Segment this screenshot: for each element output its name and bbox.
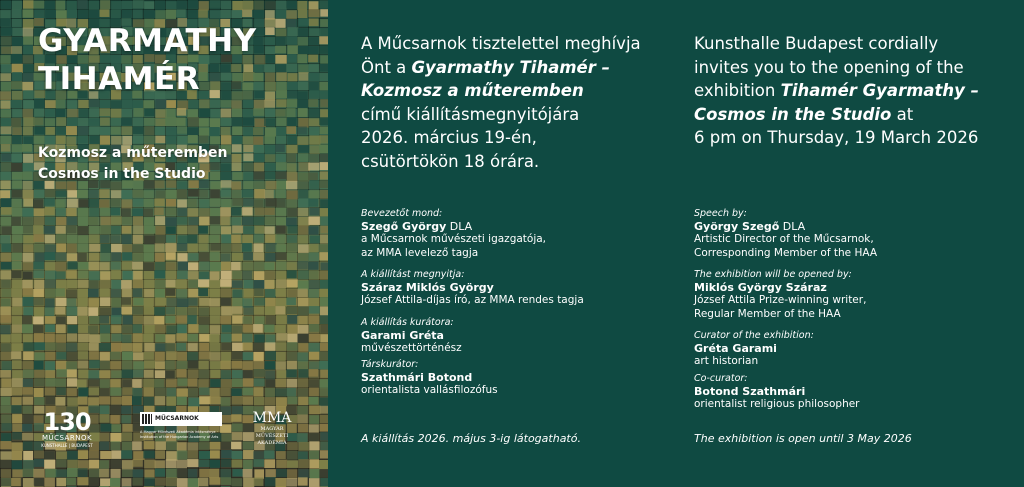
roles-hu	[361, 208, 671, 407]
invitation-hu-date: 2026. március 19-én,	[361, 128, 537, 147]
invitation-en-line-2: invites you to the opening of the	[694, 57, 964, 77]
invitation-hu-title-1: Gyarmathy Tihamér –	[411, 57, 610, 77]
invitation-hu	[361, 32, 671, 173]
mucsarnok-name: MŰCSARNOK	[155, 415, 199, 422]
role-description: az MMA levelező tagja	[361, 246, 479, 259]
invitation-en-line-4: at	[891, 104, 914, 124]
mma-line-2: AKADÉMIA	[257, 440, 287, 446]
subtitle-en: Cosmos in the Studio	[38, 166, 206, 182]
invitation-hu-time: csütörtökön 18 órára.	[361, 151, 540, 171]
anniversary-logo	[36, 410, 98, 449]
role-label: The exhibition will be opened by:	[694, 269, 852, 280]
role-en-curator	[694, 330, 1014, 369]
closing-hu: A kiállítás 2026. május 3-ig látogatható.	[361, 432, 581, 445]
role-description: orientalist religious philosopher	[694, 397, 860, 410]
role-label: A kiállítást megnyitja:	[361, 269, 465, 280]
logo-strip	[0, 402, 328, 462]
role-en-cocurator	[694, 373, 1014, 412]
mma-line-1: MAGYAR MŰVÉSZETI	[255, 426, 289, 439]
role-label: Bevezetőt mond:	[361, 208, 443, 219]
mma-mark: MMA	[252, 410, 292, 426]
role-name: Botond Szathmári	[694, 384, 806, 398]
role-name: Szathmári Botond	[361, 371, 473, 384]
role-name-suffix: DLA	[446, 220, 473, 233]
mucsarnok-badge	[140, 412, 222, 426]
subtitle-hu: Kozmosz a műteremben	[38, 145, 228, 161]
role-description: József Attila-díjas író, az MMA rendes tagja	[361, 294, 584, 306]
invitation-hu-title-2: Kozmosz a műteremben	[361, 81, 584, 100]
role-description: Regular Member of the HAA	[694, 307, 841, 320]
anniversary-name: MŰCSARNOK	[41, 434, 93, 442]
closing-en: The exhibition is open until 3 May 2026	[694, 432, 912, 445]
role-en-opener	[694, 269, 1014, 321]
role-description: Artistic Director of the Műcsarnok,	[694, 233, 874, 245]
roles-en	[694, 208, 1014, 420]
role-name: Garami Gréta	[361, 328, 444, 342]
artist-title	[38, 22, 318, 98]
role-description: József Attila Prize-winning writer,	[694, 294, 867, 306]
invitation-en-line-3: exhibition	[694, 81, 781, 100]
role-label: Curator of the exhibition:	[694, 330, 814, 341]
role-hu-opener	[361, 269, 671, 308]
role-en-speech	[694, 208, 1014, 260]
role-label: Co-curator:	[694, 372, 748, 384]
invitation-en	[694, 32, 1014, 150]
role-name-line	[694, 342, 1014, 355]
role-name-line	[694, 385, 1014, 398]
invitation-en-date: 6 pm on Thursday, 19 March 2026	[694, 128, 979, 147]
role-name-line	[361, 371, 671, 384]
role-hu-cocurator	[361, 359, 671, 398]
invitation-hu-line-1: A Műcsarnok tisztelettel meghívja	[361, 34, 641, 53]
role-name-line	[361, 220, 671, 233]
role-name: Száraz Miklós György	[361, 281, 494, 294]
title-line-1: GYARMATHY	[38, 23, 257, 59]
role-name: György Szegő	[694, 220, 780, 233]
role-label: A kiállítás kurátora:	[361, 316, 454, 328]
role-hu-speech	[361, 208, 671, 260]
role-name-line	[361, 329, 671, 342]
mma-logo	[244, 410, 300, 447]
role-description: Corresponding Member of the HAA	[694, 246, 877, 259]
exhibition-subtitle	[38, 143, 227, 185]
role-label: Társkurátor:	[361, 359, 419, 370]
invitation-en-title-2: Cosmos in the Studio	[694, 104, 892, 124]
role-name-line	[694, 281, 1014, 294]
role-description: orientalista vallásfilozófus	[361, 384, 498, 396]
anniversary-number: 130	[43, 408, 91, 436]
invitation-en-line-1: Kunsthalle Budapest cordially	[694, 34, 939, 53]
role-name: Szegő György	[361, 220, 447, 233]
role-name: Miklós György Száraz	[694, 281, 827, 294]
anniversary-tagline: KUNSTHALLE | BUDAPEST	[41, 443, 93, 448]
role-name-suffix: DLA	[779, 220, 806, 233]
role-name: Gréta Garami	[694, 342, 777, 355]
role-description: a Műcsarnok művészeti igazgatója,	[361, 233, 547, 245]
invitation-en-title-1: Tihamér Gyarmathy –	[780, 81, 979, 100]
mucsarnok-caption: A Magyar Művészeti Akadémia intézménye · Institution of the Hungarian Academy of Arts	[140, 430, 219, 439]
hungarian-column	[361, 32, 671, 445]
invitation-hu-line-4: című kiállításmegnyitójára	[361, 104, 580, 124]
title-line-2: TIHAMÉR	[38, 61, 201, 97]
mucsarnok-grid-icon	[142, 414, 152, 424]
role-description: művészettörténész	[361, 341, 462, 354]
role-name-line	[694, 220, 1014, 233]
role-description: art historian	[694, 355, 759, 367]
english-column	[694, 32, 1014, 445]
role-hu-curator	[361, 317, 671, 356]
invitation-hu-line-2: Önt a	[361, 57, 412, 77]
mucsarnok-logo	[140, 412, 224, 440]
role-name-line	[361, 281, 671, 294]
role-label: Speech by:	[694, 208, 747, 219]
artwork-panel	[0, 0, 328, 487]
